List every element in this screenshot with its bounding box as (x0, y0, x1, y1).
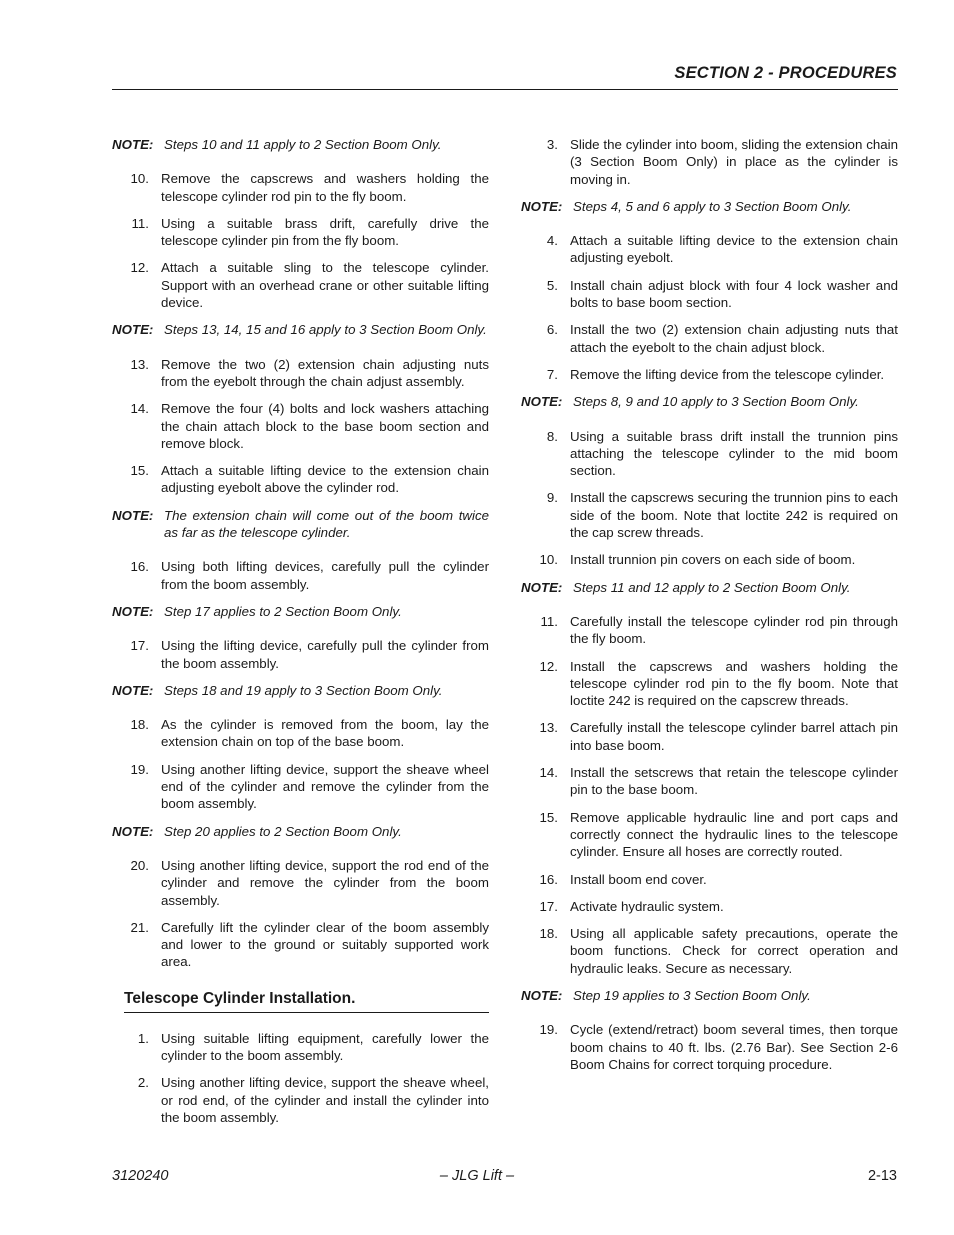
procedure-step (521, 321, 898, 356)
note (112, 603, 489, 620)
step-text: Carefully lift the cylinder clear of the boom assembly and lower to the ground or suitably supported work area. (161, 919, 489, 970)
document-number: 3120240 (112, 1168, 169, 1184)
step-text: Slide the cylinder into boom, sliding the extension chain (3 Section Boom Only) in place as the cylinder is moving in. (570, 137, 898, 187)
procedure-step (112, 356, 489, 391)
note-text: Steps 18 and 19 apply to 3 Section Boom Only. (164, 682, 443, 698)
procedure-step (112, 558, 489, 593)
step-text: Activate hydraulic system. (570, 898, 724, 914)
step-number: 12. (130, 260, 149, 276)
step-text: Using a suitable brass drift, carefully drive the telescope cylinder pin from the fly boom. (161, 215, 489, 249)
step-text: Using another lifting device, support the sheave wheel end of the cylinder and remove the cylinder from the boom assembly. (161, 761, 489, 812)
note (112, 682, 489, 699)
step-number: 15. (130, 463, 149, 479)
step-text: Using both lifting devices, carefully pull the cylinder from the boom assembly. (161, 559, 489, 592)
step-number: 2. (137, 1075, 149, 1091)
step-number: 11. (131, 215, 149, 231)
procedure-step (521, 898, 898, 915)
step-number: 18. (130, 717, 149, 733)
step-text: Install boom end cover. (570, 871, 707, 887)
procedure-step (112, 716, 489, 751)
step-text: Install the two (2) extension chain adjusting nuts that attach the eyebolt to the chain adjust block. (570, 322, 898, 355)
step-number: 15. (539, 809, 558, 825)
note (521, 579, 898, 596)
step-text: Install the setscrews that retain the telescope cylinder pin to the base boom. (570, 765, 898, 798)
header-rule (112, 89, 898, 90)
note-text: The extension chain will come out of the boom twice as far as the telescope cylinder. (164, 507, 489, 541)
step-text: Install the capscrews securing the trunnion pins to each side of the boom. Note that loctite 242 is required on the cap screw threads. (570, 490, 898, 541)
section-title: SECTION 2 - PROCEDURES (674, 64, 897, 82)
procedure-step (521, 366, 898, 383)
step-text: Using another lifting device, support the sheave wheel, or rod end, of the cylinder and install the cylinder into the boom assembly. (161, 1075, 489, 1125)
step-number: 12. (539, 658, 558, 674)
step-number: 11. (540, 613, 558, 629)
step-text: Using the lifting device, carefully pull the cylinder from the boom assembly. (161, 638, 489, 671)
right-column (521, 136, 898, 1083)
procedure-step (521, 613, 898, 648)
procedure-step (521, 551, 898, 568)
step-number: 6. (546, 322, 558, 338)
note-text: Steps 11 and 12 apply to 2 Section Boom Only. (573, 579, 851, 595)
procedure-step (521, 489, 898, 541)
step-number: 14. (539, 765, 558, 781)
note (521, 987, 898, 1004)
step-text: Attach a suitable sling to the telescope cylinder. Support with an overhead crane or other suitable lifting device. (161, 260, 489, 311)
step-number: 19. (539, 1022, 558, 1038)
note-label: NOTE: (521, 579, 563, 595)
procedure-step (521, 719, 898, 754)
note (112, 136, 489, 153)
step-number: 7. (546, 366, 558, 382)
procedure-step (521, 871, 898, 888)
step-text: Install chain adjust block with four 4 lock washer and bolts to base boom section. (570, 277, 898, 311)
step-number: 17. (130, 638, 149, 654)
step-text: Using another lifting device, support the rod end of the cylinder and remove the cylinder from the boom assembly. (161, 857, 489, 908)
step-number: 20. (130, 857, 149, 873)
step-number: 16. (539, 871, 558, 887)
procedure-step (521, 658, 898, 710)
note-label: NOTE: (112, 137, 154, 152)
procedure-step (112, 919, 489, 971)
step-number: 3. (546, 137, 558, 152)
note (521, 393, 898, 410)
note (112, 507, 489, 542)
step-number: 21. (130, 919, 149, 935)
note-text: Step 17 applies to 2 Section Boom Only. (164, 603, 402, 619)
step-text: Remove applicable hydraulic line and port caps and correctly connect the hydraulic lines to the telescope cylinder. Ensure all hoses are correctly routed. (570, 809, 898, 860)
note (112, 823, 489, 840)
note-text: Step 19 applies to 3 Section Boom Only. (573, 987, 811, 1003)
procedure-step (112, 1074, 489, 1126)
note (521, 198, 898, 215)
step-text: Remove the lifting device from the telescope cylinder. (570, 366, 885, 382)
publisher: – JLG Lift – (439, 1168, 515, 1184)
step-text: Using suitable lifting equipment, carefully lower the cylinder to the boom assembly. (161, 1030, 489, 1063)
note-text: Step 20 applies to 2 Section Boom Only. (164, 823, 402, 839)
procedure-step (521, 809, 898, 861)
procedure-step (521, 428, 898, 480)
note-label: NOTE: (521, 198, 563, 214)
note-label: NOTE: (112, 823, 154, 839)
step-text: Attach a suitable lifting device to the extension chain adjusting eyebolt. (570, 233, 898, 266)
procedure-step (112, 400, 489, 452)
procedure-step (112, 462, 489, 497)
step-number: 10. (130, 171, 149, 187)
procedure-step (112, 1030, 489, 1065)
step-text: Using a suitable brass drift install the trunnion pins attaching the telescope cylinder to the mid boom section. (570, 428, 898, 479)
step-number: 13. (130, 356, 149, 372)
step-number: 18. (539, 926, 558, 942)
step-number: 9. (546, 490, 558, 506)
procedure-step (521, 232, 898, 267)
procedure-step (521, 1021, 898, 1073)
procedure-step (112, 761, 489, 813)
procedure-step (112, 215, 489, 250)
step-text: Cycle (extend/retract) boom several times, then torque boom chains to 40 ft. lbs. (2.76 Bar). See Section 2-6 Boom Chains for correct torquing procedure. (570, 1022, 898, 1072)
note-text: Steps 8, 9 and 10 apply to 3 Section Boom Only. (573, 394, 859, 410)
procedure-step (521, 136, 898, 188)
procedure-step (112, 857, 489, 909)
note (112, 321, 489, 338)
note-text: Steps 10 and 11 apply to 2 Section Boom Only. (164, 137, 442, 152)
step-text: Remove the four (4) bolts and lock washers attaching the chain attach block to the base boom section and remove block. (161, 401, 489, 451)
step-text: Install trunnion pin covers on each side of boom. (570, 552, 856, 568)
step-number: 5. (546, 277, 558, 293)
page-number: 2-13 (867, 1168, 897, 1184)
step-text: Attach a suitable lifting device to the extension chain adjusting eyebolt above the cylinder rod. (161, 463, 489, 496)
step-number: 17. (539, 898, 558, 914)
note-label: NOTE: (521, 394, 563, 410)
step-text: Install the capscrews and washers holding the telescope cylinder rod pin to the fly boom. Note that loctite 242 is required on the capscrew threads. (570, 658, 898, 709)
step-text: Carefully install the telescope cylinder barrel attach pin into base boom. (570, 720, 898, 753)
step-text: Carefully install the telescope cylinder rod pin through the fly boom. (570, 613, 898, 647)
step-number: 1. (137, 1030, 149, 1046)
note-label: NOTE: (521, 987, 563, 1003)
step-text: As the cylinder is removed from the boom, lay the extension chain on top of the base boom. (161, 717, 489, 750)
procedure-step (112, 637, 489, 672)
step-text: Remove the two (2) extension chain adjusting nuts from the eyebolt through the chain adjust assembly. (161, 356, 489, 389)
step-number: 8. (546, 428, 558, 444)
note-label: NOTE: (112, 507, 154, 523)
procedure-step (521, 764, 898, 799)
step-number: 16. (130, 559, 149, 575)
note-label: NOTE: (112, 603, 154, 619)
procedure-step (521, 277, 898, 312)
note-text: Steps 13, 14, 15 and 16 apply to 3 Section Boom Only. (164, 322, 487, 338)
step-text: Remove the capscrews and washers holding the telescope cylinder rod pin to the fly boom. (161, 171, 489, 204)
section-heading: Telescope Cylinder Installation. (124, 990, 489, 1013)
step-number: 10. (539, 552, 558, 568)
note-text: Steps 4, 5 and 6 apply to 3 Section Boom Only. (573, 198, 852, 214)
procedure-step (112, 259, 489, 311)
left-column (112, 136, 489, 1136)
procedure-step (521, 925, 898, 977)
procedure-step (112, 170, 489, 205)
step-number: 19. (130, 761, 149, 777)
step-number: 4. (546, 233, 558, 249)
note-label: NOTE: (112, 682, 154, 698)
step-number: 14. (130, 401, 149, 417)
step-text: Using all applicable safety precautions, operate the boom functions. Check for correct operation and hydraulic leaks. Secure as necessary. (570, 926, 898, 976)
step-number: 13. (539, 720, 558, 736)
note-label: NOTE: (112, 322, 154, 338)
